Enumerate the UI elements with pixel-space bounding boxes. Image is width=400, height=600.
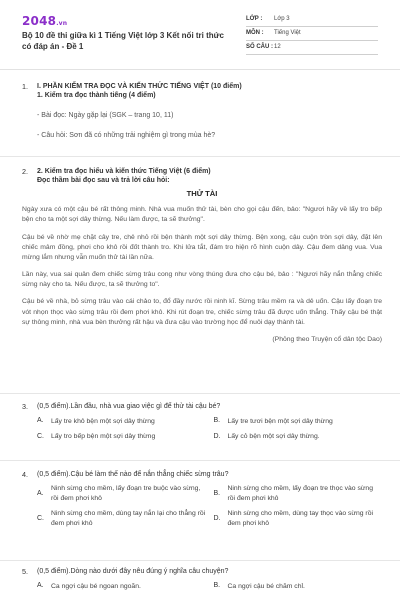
answer-option-b[interactable] bbox=[214, 581, 383, 591]
meta-label: SỐ CÂU : bbox=[246, 44, 273, 51]
story-paragraph: Ngày xưa có một cậu bé rất thông minh. Nhà vua muốn thử tài, bèn cho gọi cậu đến, bảo: "Ngươi hãy về lấy tro bếp bện cho ta một sợi dây thừng. Nếu làm được, ta sẽ thưởng". bbox=[22, 206, 382, 224]
section-instruction: Đọc thầm bài đọc sau và trả lời câu hỏi: bbox=[37, 177, 170, 185]
logo-suffix: .vn bbox=[56, 20, 68, 27]
header-divider bbox=[0, 69, 400, 70]
story-paragraph: Cậu bé về nhờ mẹ chặt cây tre, chẻ nhỏ rồi bện thành một sợi dây thừng. Bện xong, cậu cuộn tròn sợi dây, đặt lên chiếc mâm đồng, phơi cho khô rồi đốt thành tro. Khi lửa tắt, đám tro hiện rõ hình cuộn dây. Cậu đem dâng vua. Vua mừng lắm nhưng vẫn muốn thử tài lần nữa. bbox=[22, 233, 382, 261]
option-text: Lấy tro bếp bện một sợi dây thừng bbox=[51, 432, 156, 440]
answer-option-a[interactable] bbox=[37, 416, 206, 426]
document-title: Bộ 10 đề thi giữa kì 1 Tiếng Việt lớp 3 Kết nối tri thức có đáp án - Đề 1 bbox=[22, 31, 224, 51]
option-letter: A. bbox=[37, 417, 44, 425]
section-title: I. PHẦN KIỂM TRA ĐỌC VÀ KIẾN THỨC TIẾNG VIỆT (10 điểm) bbox=[37, 83, 242, 90]
question-3 bbox=[22, 402, 382, 442]
option-letter: B. bbox=[213, 417, 221, 425]
option-text: Ninh sừng cho mềm, dùng tay thọc vào sừng rồi đem phơi khô bbox=[227, 510, 373, 527]
option-letter: B. bbox=[213, 490, 221, 498]
answer-option-b[interactable] bbox=[214, 416, 383, 426]
option-text: Lấy tre tươi bện một sợi dây thừng bbox=[227, 417, 333, 425]
question-2 bbox=[22, 167, 382, 344]
answer-option-d[interactable] bbox=[214, 432, 383, 442]
question-text: (0,5 điểm).Dòng nào dưới đây nêu đúng ý nghĩa câu chuyện? bbox=[37, 568, 229, 575]
meta-value: 12 bbox=[274, 44, 281, 51]
question-number: 3. bbox=[22, 402, 28, 411]
document-meta bbox=[246, 13, 378, 55]
divider bbox=[0, 156, 400, 157]
meta-value: Tiếng Việt bbox=[274, 30, 301, 37]
option-text: Ninh sừng cho mềm, dùng tay nắn lại cho thẳng rồi đem phơi khô bbox=[51, 510, 206, 527]
story-paragraph: Cậu bé về nhà, bỏ sừng trâu vào cái chảo to, đổ đầy nước rồi ninh kĩ. Sừng trâu mềm ra và dẻ uốn. Cậu lấy đoạn tre vót nhọn thọc vào sừng trâu rồi đem phơi khô. Khi rút đoạn tre, chiếc sừng trâu đã được uốn thẳng. Thấy cậu bé thật sự thông minh, nhà vua bèn thưởng rất hậu và đưa cậu vào trường học để nuôi dạy thành tài. bbox=[22, 298, 382, 326]
option-letter: C. bbox=[37, 514, 44, 522]
option-letter: B. bbox=[213, 582, 221, 590]
question-1 bbox=[22, 82, 382, 141]
meta-row-class bbox=[246, 13, 378, 27]
story-source: (Phỏng theo Truyện cổ dân tộc Dao) bbox=[272, 336, 382, 343]
question-number: 4. bbox=[22, 470, 28, 479]
question-number: 2. bbox=[22, 167, 28, 176]
answer-option-a[interactable] bbox=[37, 581, 206, 591]
answer-option-c[interactable] bbox=[37, 509, 206, 529]
option-letter: D. bbox=[213, 514, 221, 522]
section-subtitle: 1. Kiểm tra đọc thành tiếng (4 điểm) bbox=[37, 92, 156, 100]
answer-option-c[interactable] bbox=[37, 432, 206, 442]
site-logo[interactable] bbox=[22, 13, 67, 29]
option-text: Ninh sừng cho mềm, lấy đoạn tre buộc vào sừng, rồi đem phơi khô bbox=[51, 485, 201, 503]
option-letter: D. bbox=[213, 432, 221, 440]
meta-row-subject bbox=[246, 27, 378, 41]
section-title: 2. Kiểm tra đọc hiểu và kiến thức Tiếng Việt (6 điểm) bbox=[37, 168, 211, 175]
story-paragraph: Lần này, vua sai quân đem chiếc sừng trâu cong như vòng thúng đưa cho cậu bé, bảo : "Ngươi hãy nắn thẳng chiếc sừng này cho ta. Nếu được, ta sẽ thưởng to". bbox=[22, 271, 382, 289]
story-title: THỬ TÀI bbox=[186, 188, 218, 198]
option-text: Ninh sừng cho mềm, lấy đoạn tre thọc vào sừng rồi đem phơi khô bbox=[227, 485, 373, 503]
page-header bbox=[0, 0, 400, 70]
logo-text: 2048 bbox=[22, 14, 57, 28]
option-text: Ca ngợi cậu bé chăm chỉ. bbox=[227, 582, 305, 590]
meta-label: LỚP : bbox=[246, 16, 263, 23]
meta-value: Lớp 3 bbox=[274, 16, 290, 23]
divider bbox=[0, 460, 400, 461]
option-letter: C. bbox=[37, 432, 44, 440]
divider bbox=[0, 393, 400, 394]
meta-row-count bbox=[246, 41, 378, 55]
answer-option-d[interactable] bbox=[214, 509, 383, 529]
option-text: Lấy cỏ bện một sợi dây thừng. bbox=[227, 432, 320, 440]
answer-options bbox=[37, 416, 382, 441]
question-5 bbox=[22, 567, 382, 592]
question-4 bbox=[22, 470, 382, 529]
option-text: Lấy tre khô bện một sợi dây thừng bbox=[51, 417, 155, 425]
divider bbox=[0, 560, 400, 561]
question-number: 1. bbox=[22, 82, 28, 91]
reading-text: - Bài đọc: Ngày gặp lại (SGK – trang 10, 11) bbox=[37, 111, 174, 119]
question-number: 5. bbox=[22, 567, 28, 576]
option-letter: A. bbox=[37, 490, 44, 498]
question-text: (0,5 điểm).Lần đầu, nhà vua giao việc gì để thử tài cậu bé? bbox=[37, 403, 221, 410]
option-text: Ca ngợi cậu bé ngoan ngoãn. bbox=[51, 582, 141, 590]
answer-option-b[interactable] bbox=[214, 484, 383, 504]
answer-option-a[interactable] bbox=[37, 484, 206, 504]
answer-options bbox=[37, 581, 382, 591]
meta-label: MÔN : bbox=[246, 30, 264, 37]
question-text: (0,5 điểm).Cậu bé làm thế nào để nắn thẳng chiếc sừng trâu? bbox=[37, 471, 229, 478]
answer-options bbox=[37, 484, 382, 528]
option-letter: A. bbox=[37, 582, 44, 590]
reading-question: - Câu hỏi: Sơn đã có những trải nghiệm gì trong mùa hè? bbox=[37, 132, 216, 140]
